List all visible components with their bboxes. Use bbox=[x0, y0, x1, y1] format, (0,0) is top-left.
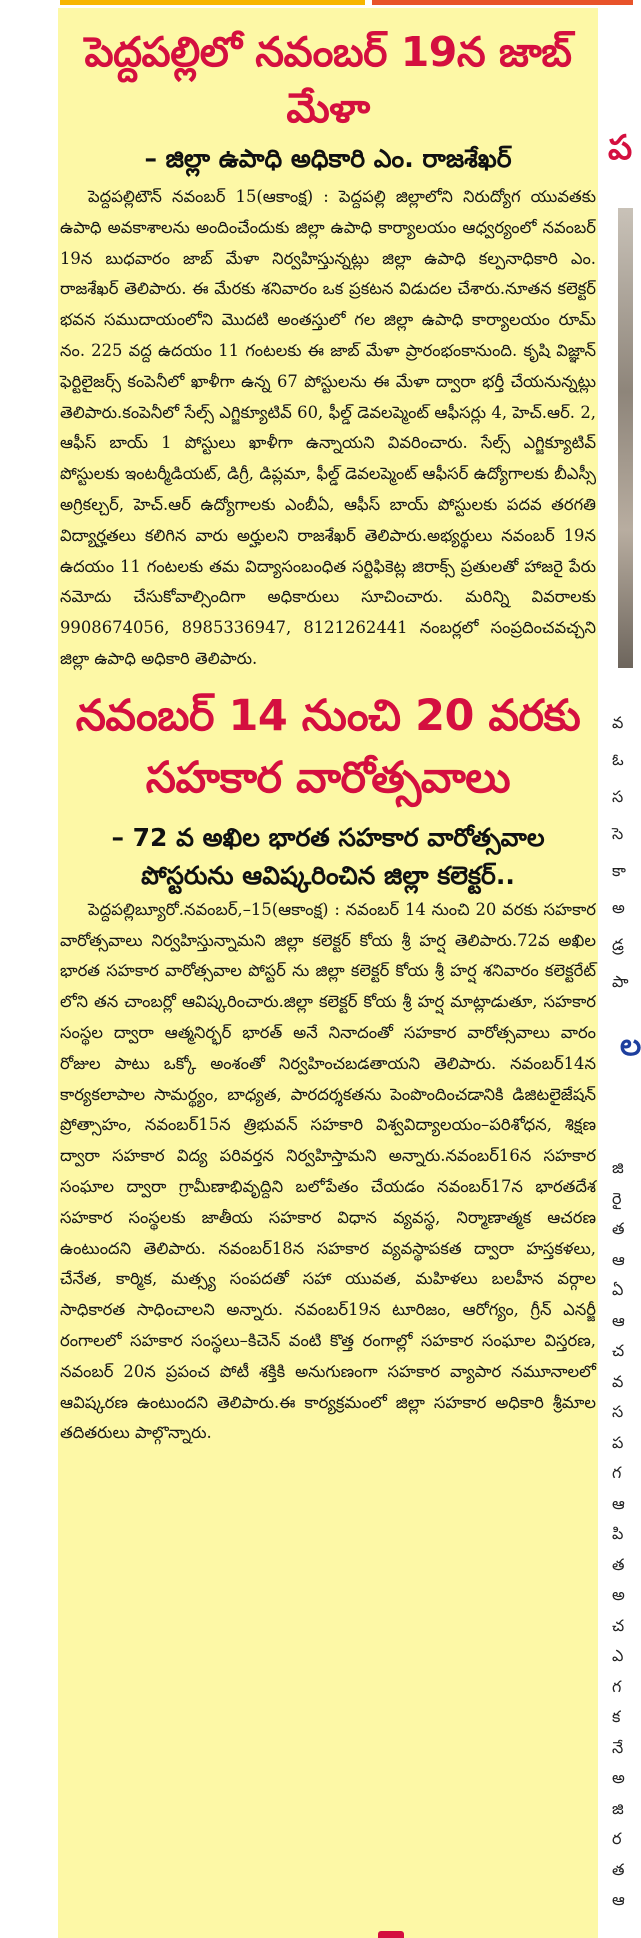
adjacent-text-fragment: త bbox=[612, 1859, 625, 1879]
adjacent-text-fragment: స bbox=[612, 787, 624, 806]
cooperative-week-article bbox=[58, 685, 598, 1449]
next-headline-fragment bbox=[378, 1931, 404, 1938]
adjacent-text-fragment: అ bbox=[612, 898, 625, 917]
article-column bbox=[58, 8, 598, 1938]
adjacent-text-fragment: ర bbox=[612, 1829, 622, 1848]
adjacent-column-fragment bbox=[600, 8, 641, 1938]
adjacent-photo bbox=[618, 208, 633, 668]
job-mela-article bbox=[58, 8, 598, 675]
adjacent-text-fragment: క bbox=[612, 1707, 621, 1726]
adjacent-text-fragment: అ bbox=[612, 1585, 625, 1604]
adjacent-text-fragment: త bbox=[612, 1554, 625, 1574]
adjacent-text-fragment: ఆ bbox=[612, 1249, 625, 1269]
adjacent-text-fragment: ఆ bbox=[612, 1310, 625, 1330]
job-mela-body bbox=[58, 182, 598, 675]
job-mela-body-text: పెద్దపల్లిటౌన్ నవంబర్ 15(ఆకాంక్ష) : పెద్దపల్లి జిల్లాలోని నిరుద్యోగ యువతకు ఉపాధి అవకాశాలను అందించేందుకు జిల్లా ఉపాధి కార్యాలయం ఆధ్వర్యంలో నవంబర్ 19న బుధవారం జాబ్ మేళా నిర్వహిస్తున్నట్లు జిల్లా ఉపాధి కల్పనాధికారి ఎం. రాజశేఖర్ తెలిపారు. ఈ మేరకు శనివారం ఒక ప్రకటన విడుదల చేశారు.నూతన కలెక్టర్ భవన సముదాయంలోని మొదటి అంతస్తులో గల జిల్లా ఉపాధి కార్యాలయం రూమ్ నం. 225 వద్ద ఉదయం 11 గంటలకు ఈ జాబ్ మేళా ప్రారంభంకానుంది. కృషి విజ్ఞాన్ ఫెర్టిలైజర్స్ కంపెనీలో ఖాళీగా ఉన్న 67 పోస్టులను ఈ మేళా ద్వారా భర్తీ చేయనున్నట్లు తెలిపారు.కంపెనీలో సేల్స్ ఎగ్జిక్యూటివ్ 60, ఫీల్డ్ డెవలప్మెంట్ ఆఫీసర్లు 4, హెచ్.ఆర్. 2, ఆఫీస్ బాయ్ 1 పోస్టులు ఖాళీగా ఉన్నాయని వివరించారు. సేల్స్ ఎగ్జిక్యూటివ్ పోస్టులకు ఇంటర్మీడియట్, డిగ్రీ, డిప్లమా, ఫీల్డ్ డెవలప్మెంట్ ఆఫీసర్ ఉద్యోగాలకు బీఎస్సీ అగ్రికల్చర్, హెచ్.ఆర్ ఉద్యోగాలకు ఎంబీఏ, ఆఫీస్ బాయ్ పోస్టులకు పదవ తరగతి విద్యార్హతలు కలిగిన వారు అర్హులని రాజశేఖర్ తెలిపారు.అభ్యర్థులు నవంబర్ 19న ఉదయం 11 గంటలకు తమ విద్యాసంబంధిత సర్టిఫికెట్ల జిరాక్స్ ప్రతులతో హాజరై పేరు నమోదు చేసుకోవాల్సిందిగా అధికారులు సూచించారు. మరిన్ని వివరాలకు 9908674056, 8985336947, 8121262441 నంబర్లలో సంప్రదించవచ్చని జిల్లా ఉపాధి అధికారి తెలిపారు. bbox=[60, 187, 596, 668]
adjacent-text-fragment: ఓ bbox=[612, 750, 624, 769]
orange-strip bbox=[60, 0, 365, 5]
cooperative-subheadline-line1: – 72 వ అఖిల భారత సహకార వారోత్సవాల bbox=[111, 822, 545, 852]
cooperative-subheadline-line2: పోస్టరును ఆవిష్కరించిన జిల్లా కలెక్టర్.. bbox=[141, 860, 515, 890]
adjacent-text-fragment: ఎ bbox=[612, 1646, 624, 1665]
adjacent-text-fragment: డ్ర bbox=[612, 935, 624, 954]
adjacent-text-fragment: కా bbox=[612, 861, 626, 880]
adjacent-text-fragment: స bbox=[612, 1402, 624, 1421]
adjacent-text-fragment: ఏ bbox=[612, 1280, 624, 1299]
adjacent-text-fragment: సె bbox=[612, 824, 624, 843]
adjacent-text-fragment: రై bbox=[612, 1188, 622, 1208]
adjacent-headline-char: ప bbox=[608, 128, 633, 168]
adjacent-text-fragment: పి bbox=[612, 1524, 624, 1543]
adjacent-text-fragment: త bbox=[612, 1219, 625, 1238]
adjacent-text-fragment: ఆ bbox=[612, 1493, 625, 1513]
job-mela-subheadline: – జిల్లా ఉపాధి అధికారి ఎం. రాజశేఖర్ bbox=[144, 144, 512, 173]
cooperative-headline-line1: నవంబర్ 14 నుంచి 20 వరకు bbox=[75, 690, 581, 741]
red-strip bbox=[372, 0, 633, 5]
adjacent-text-fragment: ప bbox=[612, 1432, 624, 1452]
adjacent-text-fragment: పా bbox=[612, 972, 629, 991]
adjacent-text-fragment: వ bbox=[612, 1371, 624, 1391]
adjacent-accent-char: ల bbox=[620, 1028, 641, 1063]
adjacent-text-fragment: గ bbox=[612, 1676, 622, 1696]
top-color-strip bbox=[0, 0, 633, 7]
adjacent-text-fragment: నే bbox=[612, 1737, 624, 1757]
adjacent-text-fragment: చ bbox=[612, 1615, 625, 1635]
adjacent-text-fragment: అ bbox=[612, 1768, 625, 1787]
adjacent-text-fragment: ఆ bbox=[612, 1890, 625, 1909]
adjacent-text-fragment: జి bbox=[612, 1798, 624, 1818]
adjacent-text-fragment: గ bbox=[612, 1463, 622, 1482]
cooperative-headline-line2: సహకార వారోత్సవాలు bbox=[145, 752, 511, 803]
adjacent-text-fragment: వ bbox=[612, 713, 624, 732]
cooperative-body-text: పెద్దపల్లిబ్యూరో.నవంబర్,–15(ఆకాంక్ష) : నవంబర్ 14 నుంచి 20 వరకు సహకార వారోత్సవాలు నిర్వహిస్తున్నామని జిల్లా కలెక్టర్ కోయ శ్రీ హర్ష తెలిపారు.72వ అఖిల భారత సహకార వారోత్సవాల పోస్టర్ ను జిల్లా కలెక్టర్ కోయ శ్రీ హర్ష శనివారం కలెక్టరేట్ లోని తన చాంబర్లో ఆవిష్కరించారు.జిల్లా కలెక్టర్ కోయ శ్రీ హర్ష మాట్లాడుతూ, సహకార సంస్థల ద్వారా ఆత్మనిర్భర్ భారత్ అనే నినాదంతో సహకార వారోత్సవాలు వారం రోజుల పాటు ఒక్కో అంశంతో నిర్వహించబడతాయని తెలిపారు. నవంబర్14న కార్యకలాపాల సామర్థ్యం, బాధ్యత, పారదర్శకతను పెంపొందించడానికి డిజిటలైజేషన్ ప్రోత్సాహం, నవంబర్15న త్రిభువన్ సహకారి విశ్వవిద్యాలయం–పరిశోధన, శిక్షణ ద్వారా సహకార విద్య పరివర్తన నిర్వహిస్తామని అన్నారు.నవంబర్16న సహకార సంఘాల ద్వారా గ్రామీణాభివృద్దిని బలోపేతం చేయడం నవంబర్17న భారతదేశ సహకార సంస్థలకు జాతీయ సహకార విధాన వ్యవస్థ, నిర్మాణాత్మక ఆచరణ ఉంటుందని తెలిపారు. నవంబర్18న సహకార వ్యవస్థాపకత ద్వారా హస్తకళలు, చేనేత, కార్మిక, మత్స్య సంపదతో సహా యువత, మహిళలు బలహీన వర్గాల సాధికారత సాధించాలని అన్నారు. నవంబర్19న టూరిజం, ఆరోగ్యం, గ్రీన్ ఎనర్జీ రంగాలలో సహకార సంస్థలు–కిచెన్ వంటి కొత్త రంగాల్లో సహకార సంఘాల విస్తరణ, నవంబర్ 20న ప్రపంచ పోటీ శక్తికి అనుగుణంగా సహకార వ్యాపార నమూనాలలో ఆవిష్కరణ ఉంటుందని తెలిపారు.ఈ కార్యక్రమంలో జిల్లా సహకార అధికారి శ్రీమాల తదితరులు పాల్గొన్నారు. bbox=[60, 899, 596, 1443]
adjacent-text-fragment: జి bbox=[612, 1158, 624, 1177]
adjacent-text-fragment: చ bbox=[612, 1341, 625, 1360]
cooperative-body bbox=[58, 895, 598, 1449]
job-mela-headline: పెద్దపల్లిలో నవంబర్ 19న జాబ్ మేళా bbox=[84, 28, 572, 132]
